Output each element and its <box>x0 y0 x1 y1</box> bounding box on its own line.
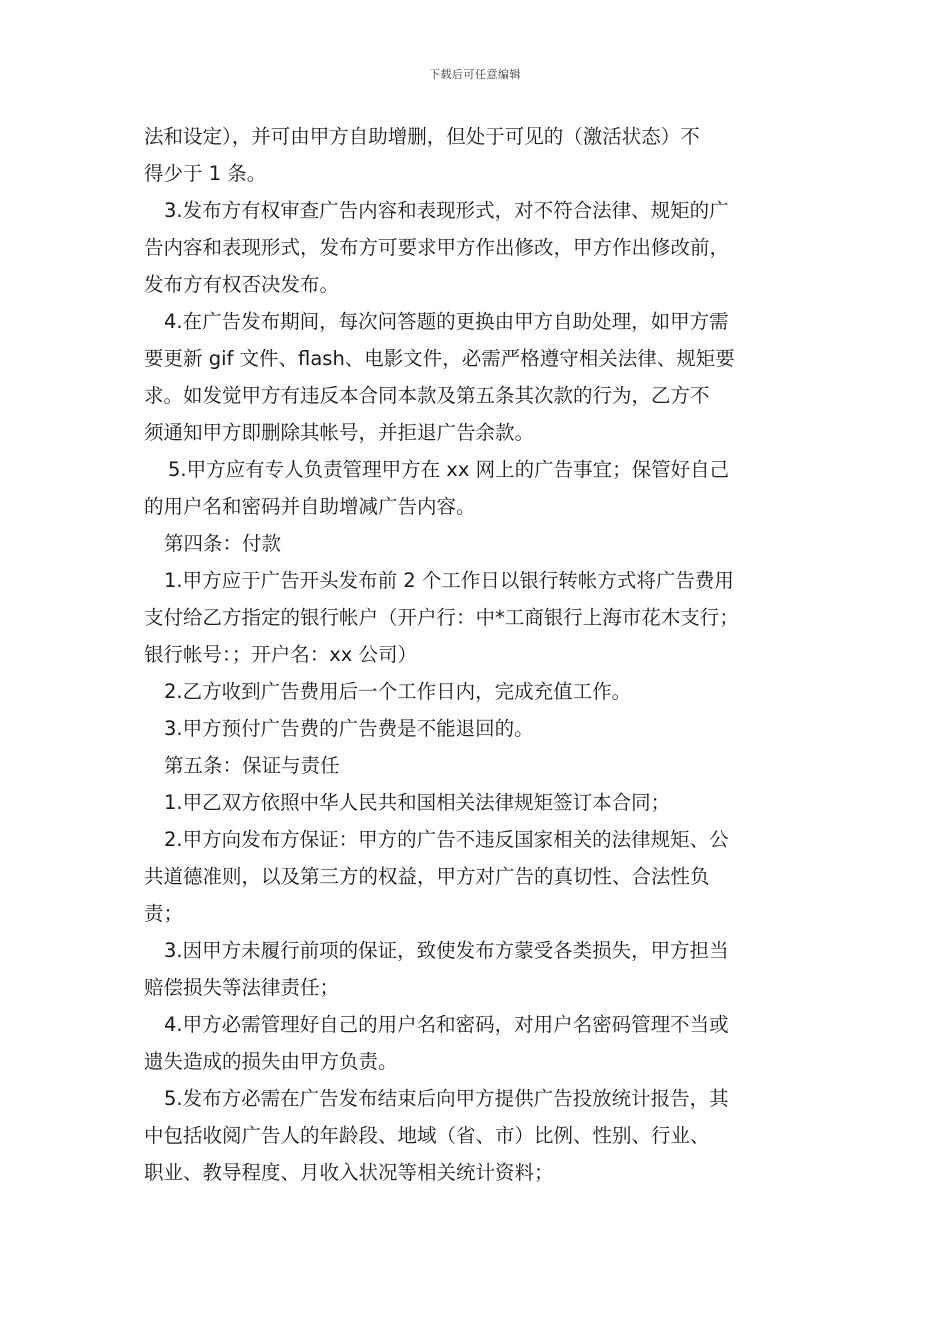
text-line: 发布方有权否决发布。 <box>144 273 340 296</box>
text-line: 责； <box>144 902 184 925</box>
text-line: 4.在广告发布期间，每次问答题的更换由甲方自助处理，如甲方需 <box>164 310 729 333</box>
text-line: 支付给乙方指定的银行帐户（开户行：中*工商银行上海市花木支行； <box>144 606 739 629</box>
text-line: 3.因甲方未履行前项的保证，致使发布方蒙受各类损失，甲方担当 <box>164 939 729 962</box>
page-header: 下载后可任意编辑 <box>429 68 521 81</box>
text-line: 5.发布方必需在广告发布结束后向甲方提供广告投放统计报告，其 <box>164 1087 729 1110</box>
text-line: 的用户名和密码并自助增减广告内容。 <box>144 495 476 518</box>
text-line: 得少于 1 条。 <box>144 162 267 185</box>
text-line: 法和设定），并可由甲方自助增删，但处于可见的（激活状态）不 <box>144 125 700 148</box>
text-line: 遗失造成的损失由甲方负责。 <box>144 1050 398 1073</box>
text-line: 职业、教导程度、月收入状况等相关统计资料； <box>144 1161 554 1184</box>
text-line: 赔偿损失等法律责任； <box>144 976 340 999</box>
text-line: 第五条：保证与责任 <box>164 754 340 777</box>
text-line: 求。如发觉甲方有违反本合同本款及第五条其次款的行为，乙方不 <box>144 384 710 407</box>
document-body <box>144 118 824 1191</box>
text-line: 4.甲方必需管理好自己的用户名和密码，对用户名密码管理不当或 <box>164 1013 729 1036</box>
text-line: 共道德准则，以及第三方的权益，甲方对广告的真切性、合法性负 <box>144 865 710 888</box>
text-line: 2.乙方收到广告费用后一个工作日内，完成充值工作。 <box>164 680 632 703</box>
text-line: 1.甲乙双方依照中华人民共和国相关法律规矩签订本合同； <box>164 791 671 814</box>
text-line: 第四条：付款 <box>164 532 282 555</box>
text-line: 3.发布方有权审查广告内容和表现形式，对不符合法律、规矩的广 <box>164 199 729 222</box>
text-line: 告内容和表现形式，发布方可要求甲方作出修改，甲方作出修改前， <box>144 236 730 259</box>
text-line: 1.甲方应于广告开头发布前 2 个工作日以银行转帐方式将广告费用 <box>164 569 734 592</box>
text-line: 5.甲方应有专人负责管理甲方在 xx 网上的广告事宜；保管好自己 <box>168 458 730 481</box>
text-line: 须通知甲方即删除其帐号，并拒退广告余款。 <box>144 421 535 444</box>
text-line: 中包括收阅广告人的年龄段、地域（省、市）比例、性别、行业、 <box>144 1124 710 1147</box>
text-line: 2.甲方向发布方保证：甲方的广告不违反国家相关的法律规矩、公 <box>164 828 729 851</box>
text-line: 要更新 gif 文件、flash、电影文件，必需严格遵守相关法律、规矩要 <box>144 347 735 370</box>
text-line: 3.甲方预付广告费的广告费是不能退回的。 <box>164 717 534 740</box>
text-line: 银行帐号：；开户名：xx 公司） <box>144 643 418 666</box>
